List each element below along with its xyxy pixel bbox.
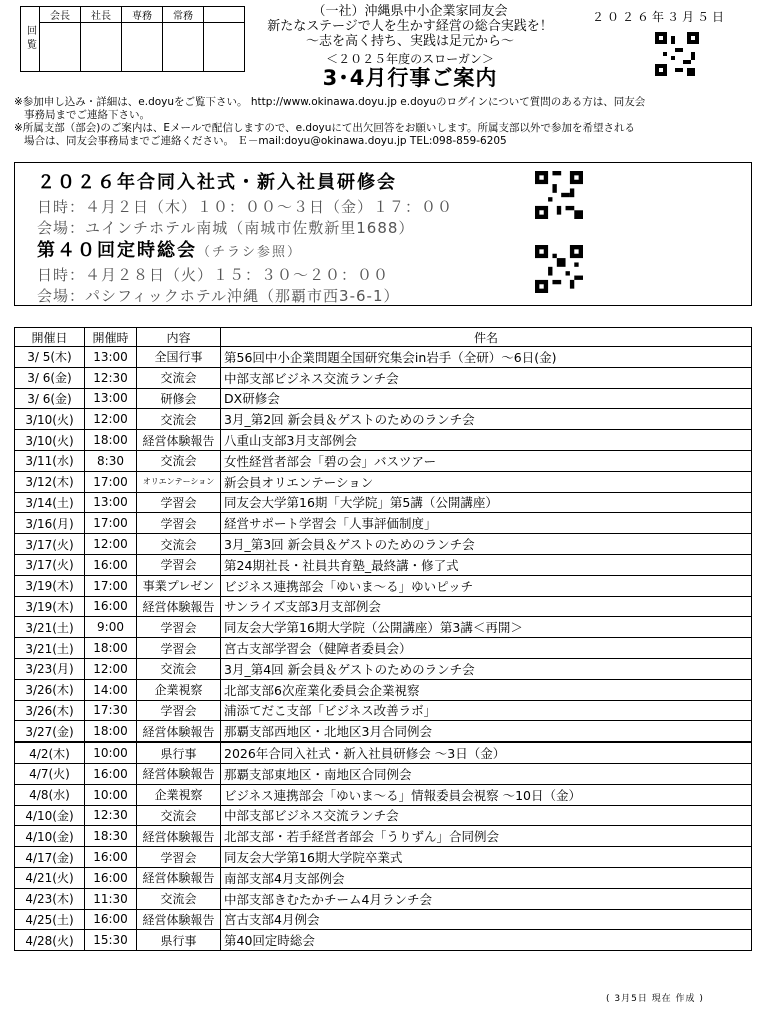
cell-date: 3/21(土) <box>15 617 85 638</box>
issue-date: ２０２６年３月５日 <box>592 10 728 24</box>
cell-time: 16:00 <box>85 909 137 930</box>
cell-type: 経営体験報告 <box>137 596 221 617</box>
cell-type: 経営体験報告 <box>137 430 221 451</box>
cell-title: ビジネス連携部会「ゆいま～る」ゆいピッチ <box>221 575 752 596</box>
cell-time: 12:30 <box>85 805 137 826</box>
cell-time: 13:00 <box>85 347 137 368</box>
cell-date: 4/10(金) <box>15 826 85 847</box>
cell-title: 女性経営者部会「碧の会」バスツアー <box>221 450 752 471</box>
cell-type: 経営体験報告 <box>137 826 221 847</box>
cell-time: 12:00 <box>85 534 137 555</box>
cell-time: 16:00 <box>85 554 137 575</box>
cell-date: 4/2(木) <box>15 742 85 763</box>
cell-title: 宮古支部学習会（健障者委員会） <box>221 638 752 659</box>
cell-time: 10:00 <box>85 784 137 805</box>
cell-title: 第24期社長・社員共育塾_最終講・修了式 <box>221 554 752 575</box>
table-row <box>15 367 752 388</box>
cell-type: 交流会 <box>137 805 221 826</box>
table-row <box>15 700 752 721</box>
cell-title: 中部支部ビジネス交流ランチ会 <box>221 805 752 826</box>
table-row <box>15 388 752 409</box>
cell-time: 11:30 <box>85 888 137 909</box>
cell-date: 3/27(金) <box>15 721 85 742</box>
cell-type: 経営体験報告 <box>137 909 221 930</box>
cell-type: 事業プレゼン <box>137 575 221 596</box>
cell-title: 3月_第3回 新会員＆ゲストのためのランチ会 <box>221 534 752 555</box>
cell-date: 3/19(木) <box>15 596 85 617</box>
cell-time: 18:00 <box>85 430 137 451</box>
cell-date: 4/21(火) <box>15 867 85 888</box>
org-submotto: ～志を高く持ち、実践は足元から～ <box>305 34 514 49</box>
cell-time: 18:00 <box>85 721 137 742</box>
table-row <box>15 534 752 555</box>
cell-title: 同友会大学第16期大学院卒業式 <box>221 847 752 868</box>
cell-title: 那覇支部東地区・南地区合同例会 <box>221 763 752 784</box>
cell-date: 4/23(木) <box>15 888 85 909</box>
note-line: ※所属支部（部会)のご案内は、Eメールで配信しますので、e.doyuにて出欠回答をお願いします。所属支部以外で参加を希望される <box>14 122 636 134</box>
cell-type: 交流会 <box>137 534 221 555</box>
cell-date: 3/10(火) <box>15 430 85 451</box>
cell-title: 3月_第2回 新会員＆ゲストのためのランチ会 <box>221 409 752 430</box>
qr-code-icon[interactable] <box>535 245 583 297</box>
cell-date: 3/26(木) <box>15 679 85 700</box>
cell-title: 北部支部・若手経営者部会「うりずん」合同例会 <box>221 826 752 847</box>
note-line: ※参加申し込み・詳細は、e.doyuをご覧下さい。 http://www.okinawa.doyu.jp e.doyuのログインについて質問のある方は、同友会 <box>14 96 646 108</box>
table-row <box>15 805 752 826</box>
stamp-box <box>163 23 204 72</box>
circulation-label: 回覧 <box>21 7 40 72</box>
cell-time: 17:00 <box>85 513 137 534</box>
cell-date: 4/7(火) <box>15 763 85 784</box>
cell-date: 3/23(月) <box>15 658 85 679</box>
cell-type: 研修会 <box>137 388 221 409</box>
column-header: 開催日 <box>15 328 85 347</box>
cell-title: 浦添てだこ支部「ビジネス改善ラボ」 <box>221 700 752 721</box>
cell-date: 3/21(土) <box>15 638 85 659</box>
cell-time: 16:00 <box>85 763 137 784</box>
cell-time: 17:30 <box>85 700 137 721</box>
cell-type: 交流会 <box>137 367 221 388</box>
organization-header <box>240 4 580 49</box>
cell-date: 4/10(金) <box>15 805 85 826</box>
cell-date: 3/10(火) <box>15 409 85 430</box>
cell-title: ビジネス連携部会「ゆいま～る」情報委員会視察 ～10日（金） <box>221 784 752 805</box>
schedule-header-row <box>15 328 752 347</box>
cell-time: 16:00 <box>85 847 137 868</box>
cell-title: 経営サポート学習会「人事評価制度」 <box>221 513 752 534</box>
cell-type: 経営体験報告 <box>137 867 221 888</box>
cell-date: 3/17(火) <box>15 554 85 575</box>
cell-type: 学習会 <box>137 847 221 868</box>
table-row <box>15 513 752 534</box>
cell-type: 学習会 <box>137 700 221 721</box>
cell-date: 4/28(火) <box>15 930 85 951</box>
cell-type: 交流会 <box>137 450 221 471</box>
column-header: 内容 <box>137 328 221 347</box>
event-block <box>37 168 517 238</box>
event-title: ２０２６年合同入社式・新入社員研修会 <box>37 172 397 193</box>
org-name: （一社）沖縄県中小企業家同友会 <box>312 4 508 19</box>
cell-title: 中部支部きむたかチーム4月ランチ会 <box>221 888 752 909</box>
stamp-header: 専務 <box>122 7 163 23</box>
table-row <box>15 575 752 596</box>
page-title: 3･4月行事ご案内 <box>322 66 498 90</box>
cell-title: 南部支部4月支部例会 <box>221 867 752 888</box>
cell-title: 那覇支部西地区・北地区3月合同例会 <box>221 721 752 742</box>
qr-code-icon[interactable] <box>655 32 699 76</box>
cell-type: 交流会 <box>137 888 221 909</box>
table-row <box>15 888 752 909</box>
cell-title: 北部支部6次産業化委員会企業視察 <box>221 679 752 700</box>
table-row <box>15 430 752 451</box>
table-row <box>15 742 752 763</box>
cell-date: 3/12(木) <box>15 471 85 492</box>
cell-time: 12:00 <box>85 409 137 430</box>
cell-title: 2026年合同入社式・新入社員研修会 ～3日（金） <box>221 742 752 763</box>
event-title-note: （チラシ参照） <box>197 245 303 260</box>
cell-date: 3/19(木) <box>15 575 85 596</box>
table-row <box>15 638 752 659</box>
cell-date: 4/25(土) <box>15 909 85 930</box>
cell-date: 4/8(水) <box>15 784 85 805</box>
cell-title: 宮古支部4月例会 <box>221 909 752 930</box>
cell-date: 4/17(金) <box>15 847 85 868</box>
cell-type: 県行事 <box>137 930 221 951</box>
cell-type: 交流会 <box>137 658 221 679</box>
stamp-box <box>122 23 163 72</box>
schedule-body <box>15 347 752 951</box>
column-header: 件名 <box>221 328 752 347</box>
cell-date: 3/17(火) <box>15 534 85 555</box>
table-row <box>15 826 752 847</box>
slogan-caption: ＜２０２５年度のスローガン＞ <box>326 52 494 66</box>
table-row <box>15 721 752 742</box>
cell-type: 交流会 <box>137 409 221 430</box>
cell-time: 16:00 <box>85 867 137 888</box>
event-title-text: 第４０回定時総会 <box>37 240 197 261</box>
table-row <box>15 679 752 700</box>
cell-title: DX研修会 <box>221 388 752 409</box>
cell-time: 18:30 <box>85 826 137 847</box>
cell-title: 第56回中小企業問題全国研究集会in岩手（全研）～6日(金) <box>221 347 752 368</box>
circulation-stamp-grid <box>20 6 245 72</box>
cell-title: 中部支部ビジネス交流ランチ会 <box>221 367 752 388</box>
footer-note: ( 3月5日 現在 作成 ) <box>606 994 704 1004</box>
table-row <box>15 658 752 679</box>
event-datetime: 日時：４月２日（木）１０：００～３日（金）１７：００ <box>37 198 454 216</box>
table-row <box>15 471 752 492</box>
cell-title: 八重山支部3月支部例会 <box>221 430 752 451</box>
cell-type: 学習会 <box>137 554 221 575</box>
cell-time: 17:00 <box>85 471 137 492</box>
cell-type: 全国行事 <box>137 347 221 368</box>
event-title <box>37 236 517 262</box>
cell-date: 3/11(水) <box>15 450 85 471</box>
column-header: 開催時 <box>85 328 137 347</box>
cell-date: 3/16(月) <box>15 513 85 534</box>
cell-type: オリエンテーション <box>137 471 221 492</box>
note-line: 場合は、同友会事務局までご連絡ください。 Ｅ－mail:doyu@okinawa.doyu.jp TEL:098-859-6205 <box>24 135 507 147</box>
table-row <box>15 347 752 368</box>
stamp-box <box>204 23 245 72</box>
cell-time: 12:00 <box>85 658 137 679</box>
stamp-header: 社長 <box>81 7 122 23</box>
stamp-header: 常務 <box>163 7 204 23</box>
cell-date: 3/ 5(木) <box>15 347 85 368</box>
cell-time: 13:00 <box>85 388 137 409</box>
cell-title: 3月_第4回 新会員＆ゲストのためのランチ会 <box>221 658 752 679</box>
cell-time: 9:00 <box>85 617 137 638</box>
cell-title: 同友会大学第16期「大学院」第5講（公開講座） <box>221 492 752 513</box>
table-row <box>15 847 752 868</box>
cell-time: 16:00 <box>85 596 137 617</box>
cell-date: 3/14(土) <box>15 492 85 513</box>
table-row <box>15 596 752 617</box>
table-row <box>15 617 752 638</box>
cell-type: 学習会 <box>137 513 221 534</box>
note-line: 事務局までご連絡下さい。 <box>24 109 150 121</box>
cell-type: 学習会 <box>137 617 221 638</box>
table-row <box>15 867 752 888</box>
cell-time: 10:00 <box>85 742 137 763</box>
cell-time: 15:30 <box>85 930 137 951</box>
org-motto: 新たなステージで人を生かす経営の総合実践を！ <box>267 19 553 34</box>
cell-title: サンライズ支部3月支部例会 <box>221 596 752 617</box>
cell-title: 新会員オリエンテーション <box>221 471 752 492</box>
stamp-box <box>40 23 81 72</box>
event-block <box>37 236 517 306</box>
cell-type: 経営体験報告 <box>137 763 221 784</box>
table-row <box>15 909 752 930</box>
table-row <box>15 554 752 575</box>
cell-date: 3/ 6(金) <box>15 367 85 388</box>
table-row <box>15 409 752 430</box>
event-venue: 会場：パシフィックホテル沖縄（那覇市西3-6-1） <box>37 287 400 305</box>
cell-time: 14:00 <box>85 679 137 700</box>
cell-date: 3/26(木) <box>15 700 85 721</box>
cell-title: 第40回定時総会 <box>221 930 752 951</box>
cell-time: 13:00 <box>85 492 137 513</box>
cell-type: 企業視察 <box>137 679 221 700</box>
cell-title: 同友会大学第16期大学院（公開講座）第3講＜再開＞ <box>221 617 752 638</box>
table-row <box>15 763 752 784</box>
table-row <box>15 450 752 471</box>
table-row <box>15 784 752 805</box>
cell-date: 3/ 6(金) <box>15 388 85 409</box>
cell-type: 学習会 <box>137 638 221 659</box>
cell-time: 17:00 <box>85 575 137 596</box>
event-venue: 会場：ユインチホテル南城（南城市佐敷新里1688） <box>37 219 415 237</box>
table-row <box>15 492 752 513</box>
qr-code-icon[interactable] <box>535 171 583 223</box>
schedule-table <box>14 327 752 951</box>
stamp-header: 会長 <box>40 7 81 23</box>
stamp-box <box>81 23 122 72</box>
notes-block <box>14 96 754 148</box>
event-datetime: 日時：４月２８日（火）１５：３０～２０：００ <box>37 266 390 284</box>
cell-type: 企業視察 <box>137 784 221 805</box>
cell-time: 18:00 <box>85 638 137 659</box>
cell-time: 12:30 <box>85 367 137 388</box>
cell-type: 県行事 <box>137 742 221 763</box>
featured-events-box <box>14 162 752 306</box>
stamp-header-empty <box>204 7 245 23</box>
cell-type: 学習会 <box>137 492 221 513</box>
cell-type: 経営体験報告 <box>137 721 221 742</box>
table-row <box>15 930 752 951</box>
cell-time: 8:30 <box>85 450 137 471</box>
